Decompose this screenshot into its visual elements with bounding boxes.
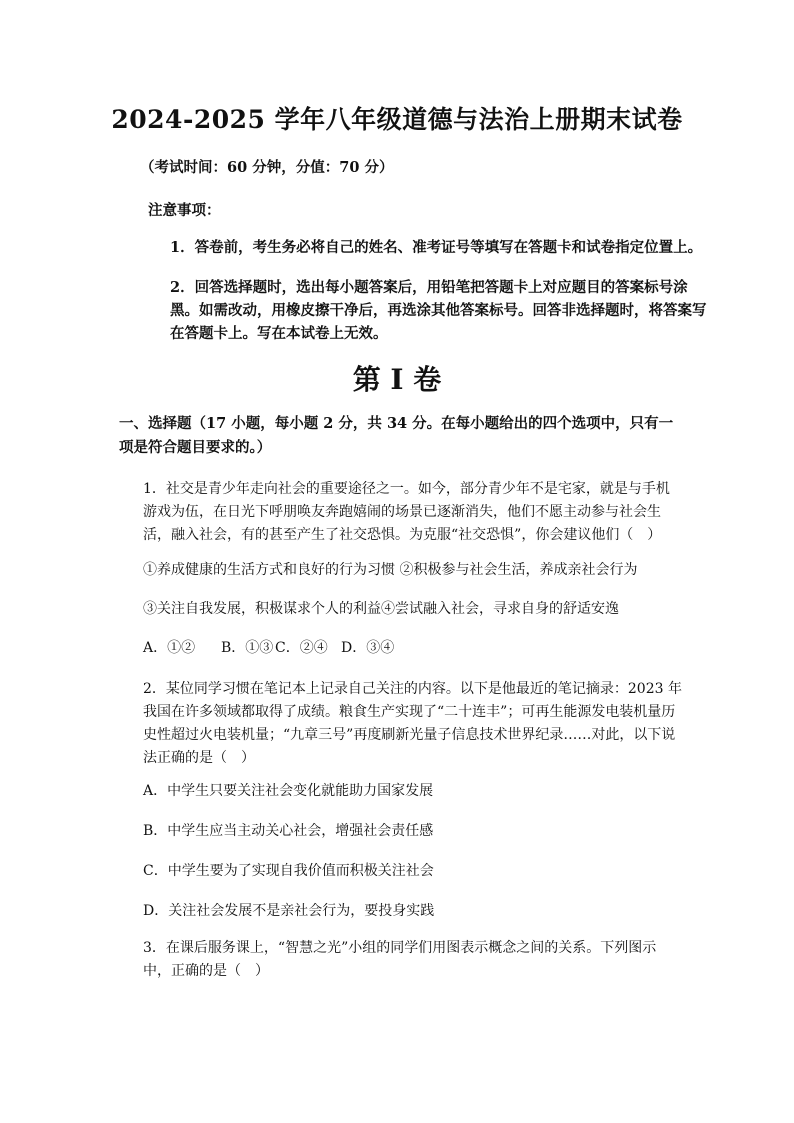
notes-heading: 注意事项： — [148, 202, 221, 219]
question-3-stem: 3．在课后服务课上，“智慧之光”小组的同学们用图表示概念之间的关系。下列图示中，正确的是（ ） — [143, 940, 657, 979]
question-2-stem: 2．某位同学习惯在笔记本上记录自己关注的内容。以下是他最近的笔记摘录：2023 年我国在许多领域都取得了成绩。粮食生产实现了“二十连丰”；可再生能源发电装机量历史性超过火电装机量；“九章三号”再度刷新光量子信息技术世界纪录……对此，以下说法正确的是（ ） — [143, 681, 682, 766]
volume-title: 第 I 卷 — [352, 363, 442, 396]
question-1-statement: ①养成健康的生活方式和良好的行为习惯 ②积极参与社会生活，养成亲社会行为 — [143, 562, 638, 578]
question-2-option-a: A．中学生只要关注社会变化就能助力国家发展 — [143, 783, 434, 799]
question-1-statement: ③关注自我发展，积极谋求个人的利益④尝试融入社会，寻求自身的舒适安逸 — [143, 601, 619, 617]
question-2-option-b: B．中学生应当主动关心社会，增强社会责任感 — [143, 823, 434, 839]
question-1-stem: 1．社交是青少年走向社会的重要途径之一。如今，部分青少年不是宅家，就是与手机游戏为伍，在日光下呼朋唤友奔跑嬉闹的场景已逐渐消失，他们不愿主动参与社会生活，融入社会，有的甚至产生了社交恐惧。为克服“社交恐惧”，你会建议他们（ ） — [143, 481, 670, 543]
question-2-option-c: C．中学生要为了实现自我价值而积极关注社会 — [143, 863, 434, 879]
choice-c: C．②④ — [275, 640, 328, 656]
choice-a: A．①② — [143, 640, 196, 656]
note-item: 1．答卷前，考生务必将自己的姓名、准考证号等填写在答题卡和试卷指定位置上。 — [170, 239, 703, 256]
question-1-choices — [143, 637, 394, 657]
choice-d: D．③④ — [341, 640, 395, 656]
exam-title: 2024-2025 学年八年级道德与法治上册期末试卷 — [111, 105, 683, 134]
section-heading: 一、选择题（17 小题，每小题 2 分，共 34 分。在每小题给出的四个选项中，只有一项是符合题目要求的。） — [119, 415, 674, 456]
choice-b: B．①③ — [221, 640, 274, 656]
exam-info: （考试时间：60 分钟，分值：70 分） — [140, 159, 394, 176]
note-item: 2．回答选择题时，选出每小题答案后，用铅笔把答题卡上对应题目的答案标号涂黑。如需改动，用橡皮擦干净后，再选涂其他答案标号。回答非选择题时，将答案写在答题卡上。写在本试卷上无效。 — [170, 279, 707, 342]
question-2-option-d: D．关注社会发展不是亲社会行为，要投身实践 — [143, 903, 435, 919]
